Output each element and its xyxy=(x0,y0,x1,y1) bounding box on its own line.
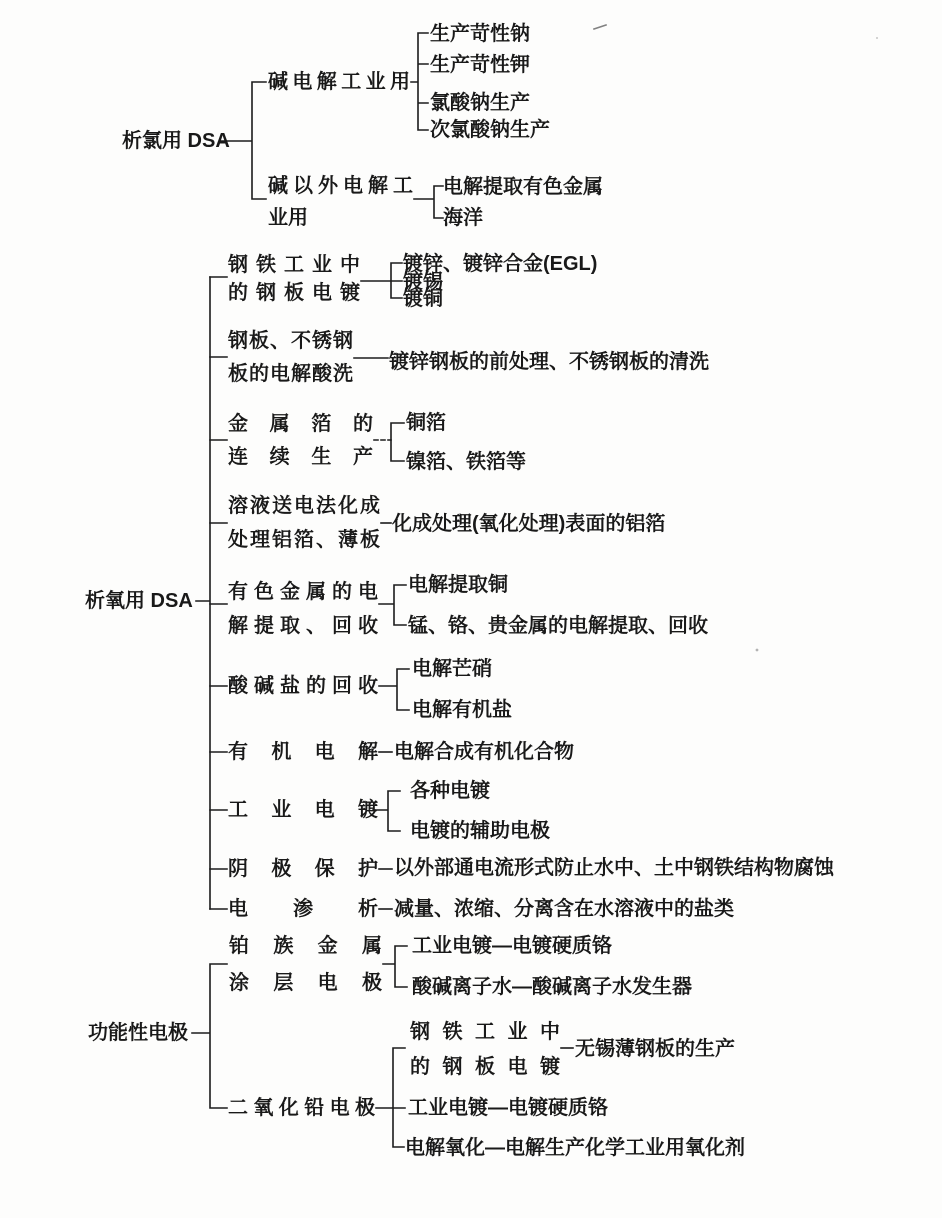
g3-root-label: 功能性电极 xyxy=(88,1022,188,1044)
leaf-organic-synthesis: 电解合成有机化合物 xyxy=(394,741,574,763)
leaf-pickling: 镀锌钢板的前处理、不锈钢板的清洗 xyxy=(389,351,709,373)
leaf-hard-chrome-plating-2: 工业电镀—电镀硬质铬 xyxy=(408,1097,608,1119)
g1-branch-non-alkali-line1: 碱以外电解工 xyxy=(268,175,413,197)
leaf-organic-salt: 电解有机盐 xyxy=(412,699,512,721)
leaf-caustic-potash: 生产苛性钾 xyxy=(430,54,530,76)
leaf-nonferrous-extraction: 电解提取有色金属 xyxy=(443,176,603,198)
g2-row4-label-line1: 溶液送电法化成 xyxy=(228,495,380,517)
leaf-ocean: 海洋 xyxy=(443,207,483,229)
g2-row9-label: 阴极保护 xyxy=(228,858,378,880)
g2-row6-label: 酸碱盐的回收 xyxy=(228,675,378,697)
leaf-glauber-salt: 电解芒硝 xyxy=(412,658,492,680)
g1-branch-non-alkali-line2: 业用 xyxy=(268,207,308,229)
g3-sub-steel-plating-line2: 的钢板电镀 xyxy=(410,1056,560,1078)
leaf-hard-chrome-plating: 工业电镀—电镀硬质铬 xyxy=(412,935,612,957)
g2-row2-label-line2: 板的电解酸洗 xyxy=(228,363,353,385)
leaf-electrodialysis: 减量、浓缩、分离含在水溶液中的盐类 xyxy=(394,898,734,920)
g2-row3-label-line2: 连续生产 xyxy=(228,446,373,468)
g1-branch-alkali-electrolysis: 碱电解工业用 xyxy=(268,71,410,93)
g2-row1-label-line2: 的钢板电镀 xyxy=(228,282,360,304)
g2-row2-label-line1: 钢板、不锈钢 xyxy=(228,330,353,352)
g2-row1-label-line1: 钢铁工业中 xyxy=(228,254,360,276)
leaf-sodium-hypochlorite: 次氯酸钠生产 xyxy=(430,119,550,141)
g3-sub-steel-plating-line1: 钢铁工业中 xyxy=(410,1021,560,1043)
leaf-cathodic-protection: 以外部通电流形式防止水中、土中钢铁结构物腐蚀 xyxy=(394,857,834,879)
leaf-copper-plating: 镀铜 xyxy=(403,288,443,310)
leaf-zinc-plating: 镀锌、镀锌合金(EGL) xyxy=(403,253,598,275)
leaf-various-plating: 各种电镀 xyxy=(410,780,490,802)
leaf-electrolytic-oxidation: 电解氧化—电解生产化学工业用氧化剂 xyxy=(405,1137,745,1159)
leaf-mn-cr-precious-metal: 锰、铬、贵金属的电解提取、回收 xyxy=(408,615,708,637)
g2-root-label: 析氧用 DSA xyxy=(85,590,193,612)
g2-row10-label: 电渗析 xyxy=(228,898,378,920)
leaf-tin-free-steel: 无锡薄钢板的生产 xyxy=(575,1038,735,1060)
leaf-caustic-soda: 生产苛性钠 xyxy=(430,23,530,45)
g2-row3-label-line1: 金属箔的 xyxy=(228,413,373,435)
leaf-ion-water-generator: 酸碱离子水—酸碱离子水发生器 xyxy=(412,976,692,998)
g1-root-label: 析氯用 DSA xyxy=(122,130,230,152)
g2-row5-label-line2: 解提取、回收 xyxy=(228,615,378,637)
leaf-nickel-iron-foil: 镍箔、铁箔等 xyxy=(406,451,526,473)
g3-branch-lead-dioxide: 二氧化铅电极 xyxy=(228,1097,375,1119)
g3-branch-platinum-line1: 铂族金属 xyxy=(229,935,382,957)
g2-row4-label-line2: 处理铝箔、薄板 xyxy=(228,529,380,551)
leaf-copper-foil: 铜箔 xyxy=(406,412,446,434)
g3-branch-platinum-line2: 涂层电极 xyxy=(229,972,382,994)
leaf-aluminum-foil-forming: 化成处理(氧化处理)表面的铝箔 xyxy=(392,513,666,535)
scan-specks xyxy=(334,25,878,651)
leaf-tin-plating: 镀锡 xyxy=(403,271,443,293)
g2-row8-label: 工业电镀 xyxy=(228,799,378,821)
g2-row7-label: 有机电解 xyxy=(228,741,378,763)
leaf-copper-extraction: 电解提取铜 xyxy=(408,574,508,596)
g2-row5-label-line1: 有色金属的电 xyxy=(228,581,378,603)
leaf-sodium-chlorate: 氯酸钠生产 xyxy=(430,92,530,114)
leaf-auxiliary-electrode: 电镀的辅助电极 xyxy=(410,820,550,842)
